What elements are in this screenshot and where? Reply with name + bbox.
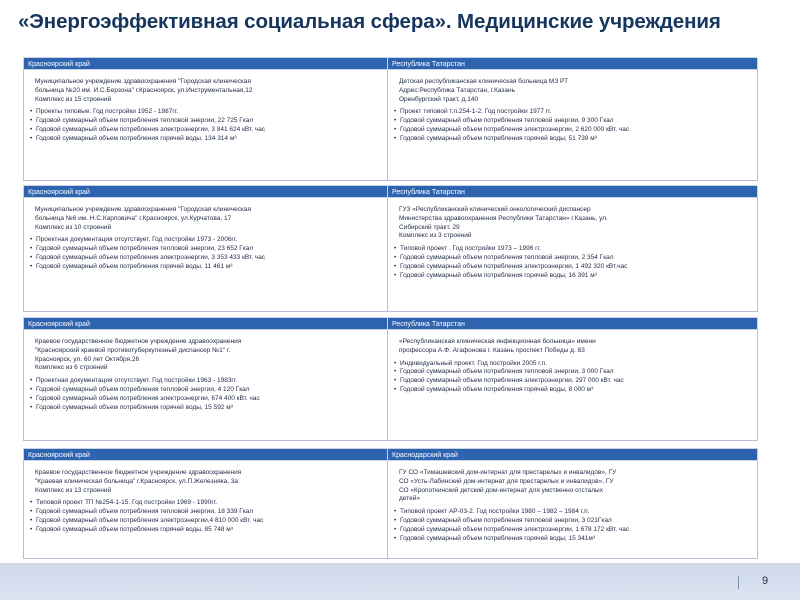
institution-name-line: "Красноярский краевой противотуберкулезный диспансер №1" г. (35, 346, 231, 354)
institution-name-line: «Республиканская клиническая инфекционная больница» имени (399, 338, 596, 345)
institution-name-line: Министерства здравоохранения Республики Татарстан» г.Казань, ул. (399, 214, 608, 222)
institution-name-line: Адрес:Республика Татарстан, г.Казань (399, 86, 515, 94)
card-region-header: Республика Татарстан (387, 317, 758, 330)
fact-item: • Годовой суммарный объем потребления тепловой энергии, 4 120 Гкал (30, 386, 389, 395)
institution-info (30, 469, 389, 495)
fact-item: • Годовой суммарный объем потребления горячей воды, 11 461 м³ (30, 263, 389, 272)
fact-item: • Годовой суммарный объем потребления электроэнергии, 1 678 172 кВт. час (394, 526, 753, 535)
card-region-header: Красноярский край (23, 448, 394, 461)
institution-card (387, 185, 758, 312)
institution-card (387, 448, 758, 559)
building-complex-count: Комплекс из 3 строений (399, 232, 472, 240)
fact-item: • Годовой суммарный объем потребления электроэнергии, 2 620 000 кВт. час (394, 126, 753, 135)
consumption-facts (394, 108, 753, 143)
page-title: «Энергоэффективная социальная сфера». Медицинские учреждения (18, 10, 721, 33)
fact-item: • Годовой суммарный объем потребления тепловой энергии, 18 339 Гкал (30, 508, 389, 517)
card-body (23, 198, 394, 312)
card-region-header: Краснодарский край (387, 448, 758, 461)
fact-item: • Годовой суммарный объем потребления тепловой энергии, 3 000 Гкал (394, 368, 753, 377)
fact-item: • Годовой суммарный объем потребления тепловой энергии, 3 021Гкал (394, 517, 753, 526)
fact-item: • Годовой суммарный объем потребления электроэнергии, 1 492 320 кВт.час (394, 263, 753, 272)
card-body (387, 461, 758, 559)
fact-item: • Типовой проект ТП №254-1-15. Год постройки 1969 - 1990гг. (30, 499, 389, 508)
institution-info (30, 78, 389, 104)
consumption-facts (30, 499, 389, 534)
institution-name-line: Сибирский тракт, 29 (399, 223, 460, 231)
institution-info (394, 469, 753, 504)
institution-name-line: ГУЗ «Республиканский клинический онкологический диспансер (399, 206, 591, 213)
consumption-facts (394, 245, 753, 280)
fact-item: • Годовой суммарный объем потребления горячей воды, 15 341м³ (394, 535, 753, 544)
institution-name-line: профессора А.Ф. Агафонова г. Казань проспект Победы д. 83 (399, 346, 585, 354)
institution-name-line: Детская республиканская клиническая больница МЗ РТ (399, 78, 569, 85)
fact-item: • Типовой проект . Год постройки 1973 – 1996 гг. (394, 245, 753, 254)
fact-item: • Проектная документация отсутствует. Год постройки 1963 - 1983гг. (30, 377, 389, 386)
fact-item: • Проектная документация отсутствует. Год постройки 1973 - 2006гг. (30, 236, 389, 245)
page-number: 9 (762, 575, 769, 587)
card-region-header: Красноярский край (23, 185, 394, 198)
consumption-facts (30, 108, 389, 143)
fact-item: • Индивидуальный проект. Год постройки 2005 г.п. (394, 360, 753, 369)
fact-item: • Проекты типовые. Год постройки 1952 - 1987гг. (30, 108, 389, 117)
institution-info (394, 206, 753, 241)
fact-item: • Годовой суммарный объем потребления электроэнергии, 3 841 624 кВт. час (30, 126, 389, 135)
fact-item: • Проект типовой т.п.254-1-2. Год постройки 1977 гг. (394, 108, 753, 117)
fact-item: • Годовой суммарный объем потребления горячей воды, 134 314 м³ (30, 135, 389, 144)
building-complex-count: Комплекс из 13 строений (35, 486, 112, 494)
consumption-facts (394, 508, 753, 543)
card-region-header: Красноярский край (23, 317, 394, 330)
institution-name-line: СО «Усть-Лабинский дом-интернат для престарелых и инвалидов», ГУ (399, 477, 614, 485)
institution-name-line: Оренбургский тракт, д.140 (399, 95, 479, 103)
institution-card (23, 57, 394, 181)
fact-item: • Годовой суммарный объем потребления электроэнергии,4 810 000 кВт. час (30, 517, 389, 526)
card-region-header: Красноярский край (23, 57, 394, 70)
institution-name-line: Муниципальное учреждение здравоохранения "Городская клиническая (35, 78, 252, 85)
building-complex-count: Комплекс из 6 строений (35, 364, 108, 372)
institution-name-line: СО «Кропоткинский детский дом-интернат для умственно отсталых (399, 486, 603, 494)
fact-item: • Типовой проект АР-03-2. Год постройки 1980 – 1982 – 1984 г.п. (394, 508, 753, 517)
fact-item: • Годовой суммарный объем потребления тепловой энергии, 22 725 Гкал (30, 117, 389, 126)
institution-card (23, 448, 394, 559)
institution-name-line: "Краевая клиническая больница" г.Красноярск, ул.П.Железняка, 3а (35, 477, 239, 485)
consumption-facts (30, 236, 389, 271)
institution-card (387, 317, 758, 441)
institution-name-line: больница №20 им. И.С.Берзона" г.Красноярск, ул.Инструментальная,12 (35, 86, 253, 94)
institution-info (30, 206, 389, 232)
fact-item: • Годовой суммарный объем потребления горячей воды, 8 000 м³ (394, 386, 753, 395)
institution-info (30, 338, 389, 373)
institution-name-line: детей» (399, 495, 420, 503)
card-body (23, 70, 394, 181)
fact-item: • Годовой суммарный объем потребления электроэнергии, 674 400 кВт. час (30, 395, 389, 404)
fact-item: • Годовой суммарный объем потребления тепловой энергии, 2 354 Гкал (394, 254, 753, 263)
fact-item: • Годовой суммарный объем потребления электроэнергии, 297 000 кВт. час (394, 377, 753, 386)
institution-card (23, 317, 394, 441)
consumption-facts (394, 360, 753, 395)
fact-item: • Годовой суммарный объем потребления горячей воды, 51 739 м³ (394, 135, 753, 144)
card-body (387, 198, 758, 312)
institution-name-line: Красноярск, ул. 60 лет Октября,26 (35, 355, 140, 363)
building-complex-count: Комплекс из 15 строений (35, 95, 112, 103)
consumption-facts (30, 377, 389, 412)
fact-item: • Годовой суммарный объем потребления электроэнергии, 3 353 433 кВт. час (30, 254, 389, 263)
institution-name-line: Муниципальное учреждение здравоохранения "Городская клиническая (35, 206, 252, 213)
institution-card (23, 185, 394, 312)
institution-name-line: Краевое государственное бюджетное учреждение здравоохранения (35, 469, 242, 476)
card-body (387, 330, 758, 441)
institution-name-line: больница №6 им. Н.С.Карповича" г.Красноярск, ул.Курчатова, 17 (35, 214, 232, 222)
fact-item: • Годовой суммарный объем потребления горячей воды, 15 592 м³ (30, 404, 389, 413)
fact-item: • Годовой суммарный объем потребления тепловой энергии, 9 300 Гкал (394, 117, 753, 126)
card-body (23, 461, 394, 559)
fact-item: • Годовой суммарный объем потребления тепловой энергии, 23 652 Гкал (30, 245, 389, 254)
institution-name-line: ГУ СО «Тимашевский дом-интернат для престарелых и инвалидов», ГУ (399, 469, 617, 476)
card-body (23, 330, 394, 441)
footer-band (0, 563, 800, 600)
footer-separator (738, 576, 739, 589)
fact-item: • Годовой суммарный объем потребления горячей воды, 16 391 м³ (394, 272, 753, 281)
institution-name-line: Краевое государственное бюджетное учреждение здравоохранения (35, 338, 242, 345)
building-complex-count: Комплекс из 10 строений (35, 223, 112, 231)
institution-card (387, 57, 758, 181)
fact-item: • Годовой суммарный объем потребления горячей воды, 85 748 м³ (30, 526, 389, 535)
card-body (387, 70, 758, 181)
institution-info (394, 338, 753, 356)
institution-info (394, 78, 753, 104)
card-region-header: Республика Татарстан (387, 185, 758, 198)
card-region-header: Республика Татарстан (387, 57, 758, 70)
